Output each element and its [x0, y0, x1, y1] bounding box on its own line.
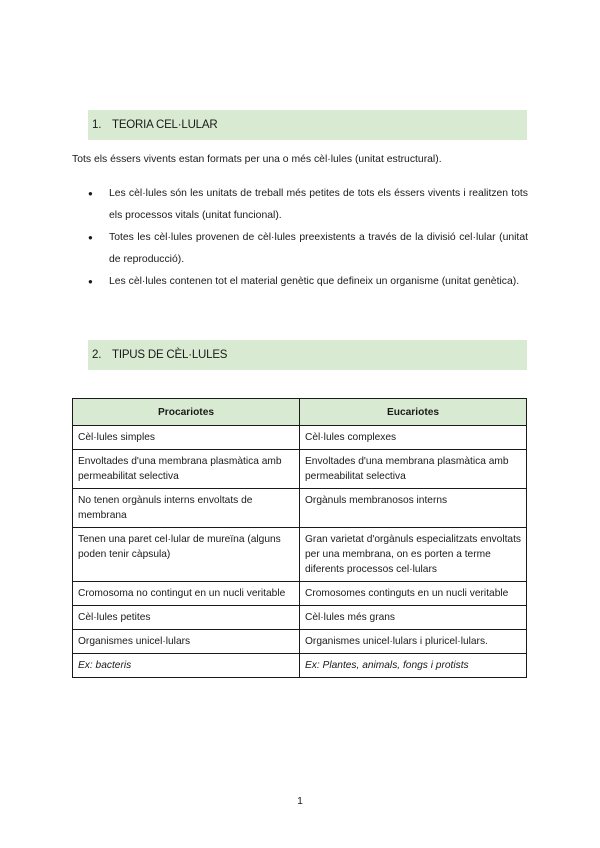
table-cell: Orgànuls membranosos interns: [300, 489, 527, 528]
table-row: [73, 528, 527, 582]
table-cell: Ex: bacteris: [73, 654, 300, 678]
table-cell: Cèl·lules petites: [73, 606, 300, 630]
header-eucariotes: Eucariotes: [300, 399, 527, 426]
table-cell: Cromosomes continguts en un nucli veritable: [300, 582, 527, 606]
table-cell: Cèl·lules simples: [73, 426, 300, 450]
table-cell: Organismes unicel·lulars: [73, 630, 300, 654]
table-row: [73, 606, 527, 630]
section-title: TEORIA CEL·LULAR: [112, 119, 218, 131]
table-row: [73, 489, 527, 528]
table-cell: Organismes unicel·lulars i pluricel·lulars.: [300, 630, 527, 654]
table-row: [73, 630, 527, 654]
section-number: 1.: [92, 119, 102, 131]
table-cell: Cèl·lules complexes: [300, 426, 527, 450]
table-cell: Tenen una paret cel·lular de mureïna (alguns poden tenir càpsula): [73, 528, 300, 582]
bullet-item: ● Les cèl·lules contenen tot el material genètic que defineix un organisme (unitat genètica).: [88, 271, 528, 293]
table-row: [73, 426, 527, 450]
table-row: [73, 582, 527, 606]
cell-types-table: [72, 398, 527, 678]
table-header-row: [73, 399, 527, 426]
intro-paragraph: Tots els éssers vivents estan formats per una o més cèl·lules (unitat estructural).: [72, 154, 442, 165]
section-heading-tipus: [88, 340, 527, 370]
bullet-list: [88, 183, 528, 293]
header-procariotes: Procariotes: [73, 399, 300, 426]
table-cell: No tenen orgànuls interns envoltats de membrana: [73, 489, 300, 528]
bullet-item: ● Les cèl·lules són les unitats de treball més petites de tots els éssers vivents i realitzen tots els processos vitals (unitat funcional).: [88, 183, 528, 227]
section-number: 2.: [92, 349, 102, 361]
table-cell: Cèl·lules més grans: [300, 606, 527, 630]
table-cell: Ex: Plantes, animals, fongs i protists: [300, 654, 527, 678]
table-cell: Cromosoma no contingut en un nucli veritable: [73, 582, 300, 606]
table-row: [73, 654, 527, 678]
table-row: [73, 450, 527, 489]
page-number: 1: [297, 796, 303, 807]
section-heading-teoria: [88, 110, 527, 140]
section-title: TIPUS DE CÈL·LULES: [112, 349, 228, 361]
table-cell: Gran varietat d'orgànuls especialitzats envoltats per una membrana, on es porten a terme diferents processos cel·lulars: [300, 528, 527, 582]
table-cell: Envoltades d'una membrana plasmàtica amb permeabilitat selectiva: [73, 450, 300, 489]
table-cell: Envoltades d'una membrana plasmàtica amb permeabilitat selectiva: [300, 450, 527, 489]
bullet-item: ● Totes les cèl·lules provenen de cèl·lules preexistents a través de la divisió cel·lular (unitat de reproducció).: [88, 227, 528, 271]
